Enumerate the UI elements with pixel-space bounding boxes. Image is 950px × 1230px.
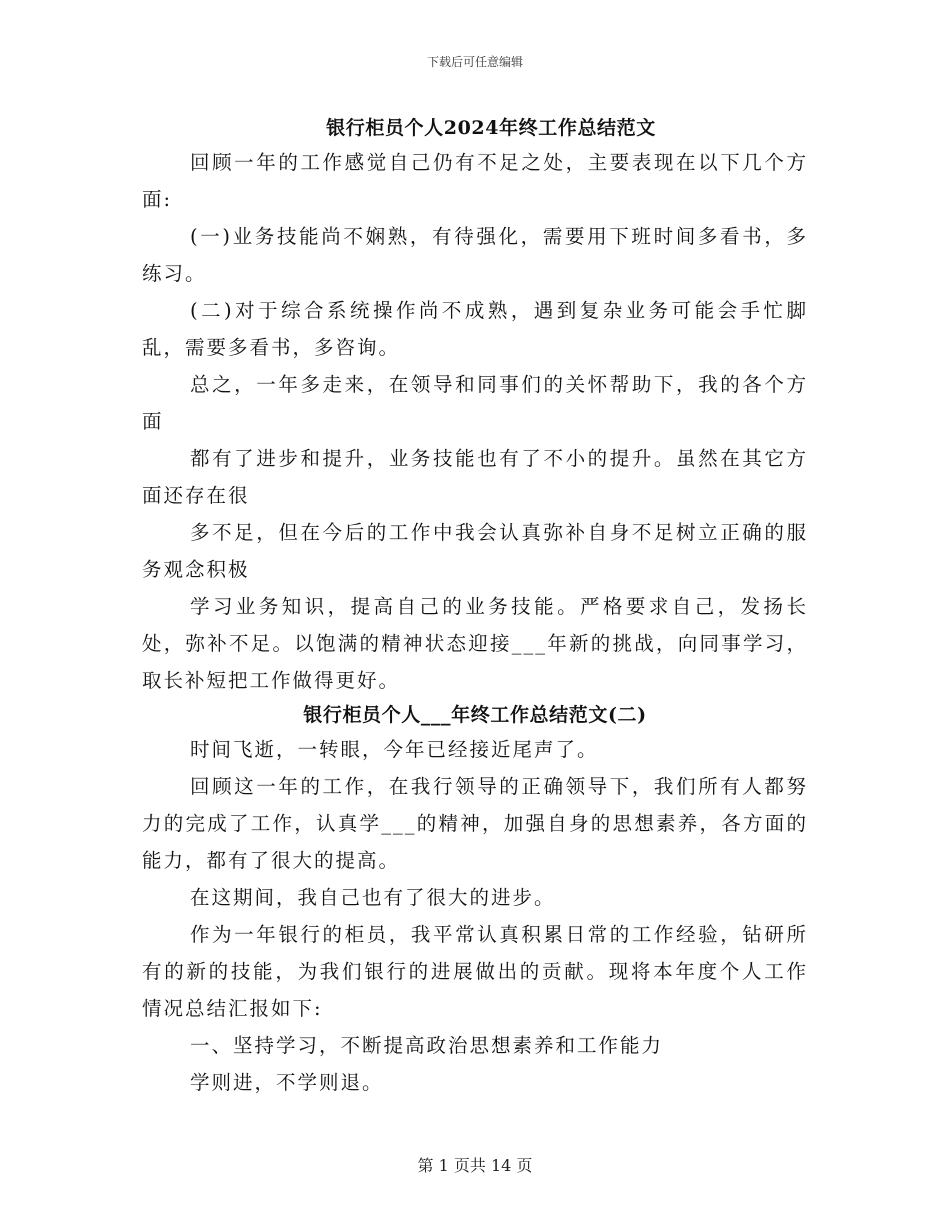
paragraph: 都有了进步和提升，业务技能也有了不小的提升。虽然在其它方面还存在很: [142, 447, 808, 507]
paragraph: 学习业务知识，提高自己的业务技能。严格要求自己，发扬长处，弥补不足。以饱满的精神状态迎接___年新的挑战，向同事学习，取长补短把工作做得更好。: [142, 595, 808, 692]
paragraph: 时间飞逝，一转眼，今年已经接近尾声了。: [190, 738, 599, 761]
paragraph: 多不足，但在今后的工作中我会认真弥补自身不足树立正确的服务观念积极: [142, 521, 808, 581]
header-note: 下载后可任意编辑: [426, 55, 523, 69]
paragraph: (一)业务技能尚不娴熟，有待强化，需要用下班时间多看书，多练习。: [142, 225, 808, 285]
paragraph: 学则进，不学则退。: [190, 1071, 384, 1094]
paragraph: (二)对于综合系统操作尚不成熟，遇到复杂业务可能会手忙脚乱，需要多看书，多咨询。: [142, 299, 808, 359]
paragraph: 一、坚持学习，不断提高政治思想素养和工作能力: [190, 1034, 664, 1057]
document-title: 银行柜员个人2024年终工作总结范文: [326, 117, 656, 139]
section-title: 银行柜员个人___年终工作总结范文(二): [303, 704, 647, 726]
paragraph: 回顾这一年的工作，在我行领导的正确领导下，我们所有人都努力的完成了工作，认真学___的精神，加强自身的思想素养，各方面的能力，都有了很大的提高。: [142, 775, 808, 872]
paragraph: 回顾一年的工作感觉自己仍有不足之处，主要表现在以下几个方面:: [142, 151, 808, 211]
paragraph: 作为一年银行的柜员，我平常认真积累日常的工作经验，钻研所有的新的技能，为我们银行的进展做出的贡献。现将本年度个人工作情况总结汇报如下:: [142, 923, 808, 1020]
paragraph: 在这期间，我自己也有了很大的进步。: [190, 886, 556, 909]
paragraph: 总之，一年多走来，在领导和同事们的关怀帮助下，我的各个方面: [142, 373, 808, 433]
document-body: [142, 112, 808, 1101]
page-number: 第 1 页共 14 页: [417, 1156, 533, 1175]
